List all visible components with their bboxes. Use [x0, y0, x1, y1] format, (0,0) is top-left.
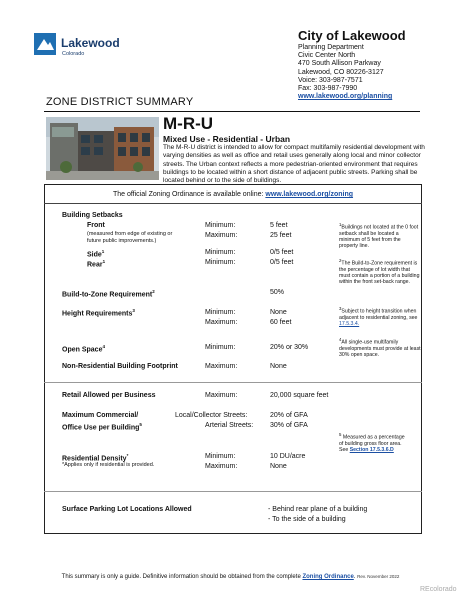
arterial-streets-label: Arterial Streets: — [205, 422, 254, 429]
height-label — [62, 308, 135, 317]
side-min-label: Minimum: — [205, 249, 236, 256]
build-to-zone-value: 50% — [270, 289, 285, 296]
density-subtext: *Applies only if residential is provided. — [62, 462, 155, 468]
section-17-5-3-6-d-link[interactable]: Section 17.5.3.6.D — [349, 447, 394, 454]
zone-description: The M-R-U district is intended to allow for compact multifamily residential development with varying densities as well as office and retail uses generally along local and minor collector streets. The Urban context reflects a more pedestrian-oriented environment that requires buildings to be located within a short distance of adjacent public streets. Parking shall be located behind or to the side of buildings. — [163, 144, 425, 185]
official-ordinance-line — [44, 191, 422, 198]
density-label-text: Residential Density — [62, 455, 127, 463]
local-streets-label: Local/Collector Streets: — [175, 412, 248, 419]
parking-option: - Behind rear plane of a building — [268, 506, 368, 513]
commercial-footnote-ref: 5 — [139, 422, 142, 427]
rear-footnote-ref: 1 — [102, 259, 106, 264]
btz-label-text: Build-to-Zone Requirement — [62, 291, 153, 299]
side-min-value: 0/5 feet — [270, 249, 294, 256]
zoning-ordinance-link[interactable]: Zoning Ordinance — [302, 574, 354, 580]
front-setback-label: Front — [87, 222, 105, 229]
phone-line: Voice: 303-987-7571 — [298, 76, 363, 84]
footprint-label: Non-Residential Building Footprint — [62, 363, 178, 370]
footprint-value: None — [270, 363, 287, 370]
footnote-5-number: 5 — [339, 432, 342, 437]
retail-max-label: Maximum: — [205, 392, 238, 399]
page-title: ZONE DISTRICT SUMMARY — [46, 96, 194, 108]
rear-label-text: Rear — [87, 261, 103, 269]
title-divider — [44, 111, 420, 112]
open-space-min-label: Minimum: — [205, 344, 236, 351]
front-max-label: Maximum: — [205, 232, 238, 239]
city-name: City of Lakewood — [298, 28, 406, 43]
rear-min-value: 0/5 feet — [270, 259, 294, 266]
retail-value: 20,000 square feet — [270, 392, 329, 399]
side-setback-label — [87, 249, 104, 258]
footnote-1 — [339, 222, 421, 250]
footnote-1-number: 1 — [339, 222, 342, 227]
footnote-2 — [339, 258, 421, 286]
retail-label: Retail Allowed per Business — [62, 392, 156, 399]
revision-date: Rev. November 2022 — [357, 574, 400, 579]
section-17-5-3-4-link[interactable]: 17.5.3.4. — [339, 321, 360, 328]
department-address — [298, 44, 392, 101]
commercial-label-2 — [62, 422, 142, 431]
height-max-value: 60 feet — [270, 319, 292, 326]
footnote-3-number: 3 — [339, 306, 342, 311]
footnote-4-number: 4 — [339, 337, 342, 342]
planning-website-link[interactable]: www.lakewood.org/planning — [298, 93, 393, 101]
fax-line: Fax: 303-987-7990 — [298, 85, 358, 93]
open-space-label — [62, 344, 105, 353]
logo-name: Lakewood — [61, 36, 120, 50]
footnote-1-text: Buildings not located at the 0 foot setback shall be located a minimum of 5 feet from the property line. — [339, 224, 419, 250]
height-min-label: Minimum: — [205, 309, 236, 316]
height-max-label: Maximum: — [205, 319, 238, 326]
rear-setback-label — [87, 259, 105, 268]
front-min-label: Minimum: — [205, 222, 236, 229]
address-line: Lakewood, CO 80226-3127 — [298, 68, 384, 76]
footer-period: . — [353, 574, 356, 580]
building-photo — [46, 117, 159, 180]
footer — [0, 574, 461, 580]
density-max-value: None — [270, 463, 287, 470]
arterial-streets-value: 30% of GFA — [270, 422, 308, 429]
setbacks-title: Building Setbacks — [62, 212, 123, 219]
footnote-4 — [339, 337, 421, 358]
commercial-label-1: Maximum Commercial/ — [62, 412, 139, 419]
parking-label: Surface Parking Lot Locations Allowed — [62, 506, 192, 513]
zone-code: M-R-U — [163, 114, 214, 133]
footprint-max-label: Maximum: — [205, 363, 238, 370]
zone-name: Mixed Use - Residential - Urban — [163, 134, 291, 144]
front-min-value: 5 feet — [270, 222, 288, 229]
address-line: Civic Center North — [298, 52, 356, 60]
section-divider — [44, 203, 422, 204]
footnote-5 — [339, 432, 409, 453]
footer-text: This summary is only a guide. Definitive information should be obtained from the complete — [61, 574, 301, 580]
height-min-value: None — [270, 309, 287, 316]
address-line: Planning Department — [298, 44, 364, 51]
density-max-label: Maximum: — [205, 463, 238, 470]
open-space-footnote-ref: 4 — [102, 344, 105, 349]
btz-footnote-ref: 2 — [152, 289, 155, 294]
side-label-text: Side — [87, 251, 102, 259]
watermark: REcolorado — [420, 586, 457, 593]
density-label — [62, 453, 128, 462]
footnote-5-text: Measured as a percentage of building gross floor area. See — [339, 434, 405, 454]
height-label-text: Height Requirements — [62, 310, 133, 318]
footnote-3-text: Subject to height transition when adjacent to residential zoning, see — [339, 308, 418, 321]
commercial-label-2-text: Office Use per Building — [62, 424, 140, 432]
side-footnote-ref: 1 — [101, 249, 105, 254]
open-space-value: 20% or 30% — [270, 344, 309, 351]
address-line: 470 South Allison Parkway — [298, 60, 381, 68]
height-footnote-ref: 3 — [132, 308, 135, 313]
footnote-4-text: All single-use multifamily developments must provide at least 30% open space. — [339, 339, 421, 359]
front-setback-subtext: (measured from edge of existing or future public improvements.) — [87, 231, 173, 244]
footnote-2-number: 2 — [339, 258, 342, 263]
local-streets-value: 20% of GFA — [270, 412, 308, 419]
open-space-label-text: Open Space — [62, 346, 103, 354]
density-min-value: 10 DU/acre — [270, 453, 306, 460]
lakewood-logo-icon — [34, 33, 56, 55]
footnote-2-text: The Build-to-Zone requirement is the percentage of lot width that must contain a portion of a building within the front set-back range. — [339, 260, 420, 286]
density-min-label: Minimum: — [205, 453, 236, 460]
front-max-value: 25 feet — [270, 232, 292, 239]
footnote-3 — [339, 306, 421, 327]
section-divider — [44, 382, 422, 383]
logo-subtitle: Colorado — [62, 51, 85, 57]
section-divider — [44, 491, 422, 492]
rear-min-label: Minimum: — [205, 259, 236, 266]
build-to-zone-label — [62, 289, 155, 298]
zoning-website-link[interactable]: www.lakewood.org/zoning — [265, 191, 354, 198]
density-footnote-ref: * — [126, 453, 129, 458]
official-text: The official Zoning Ordinance is available online: — [112, 191, 264, 198]
parking-option: - To the side of a building — [268, 516, 346, 523]
